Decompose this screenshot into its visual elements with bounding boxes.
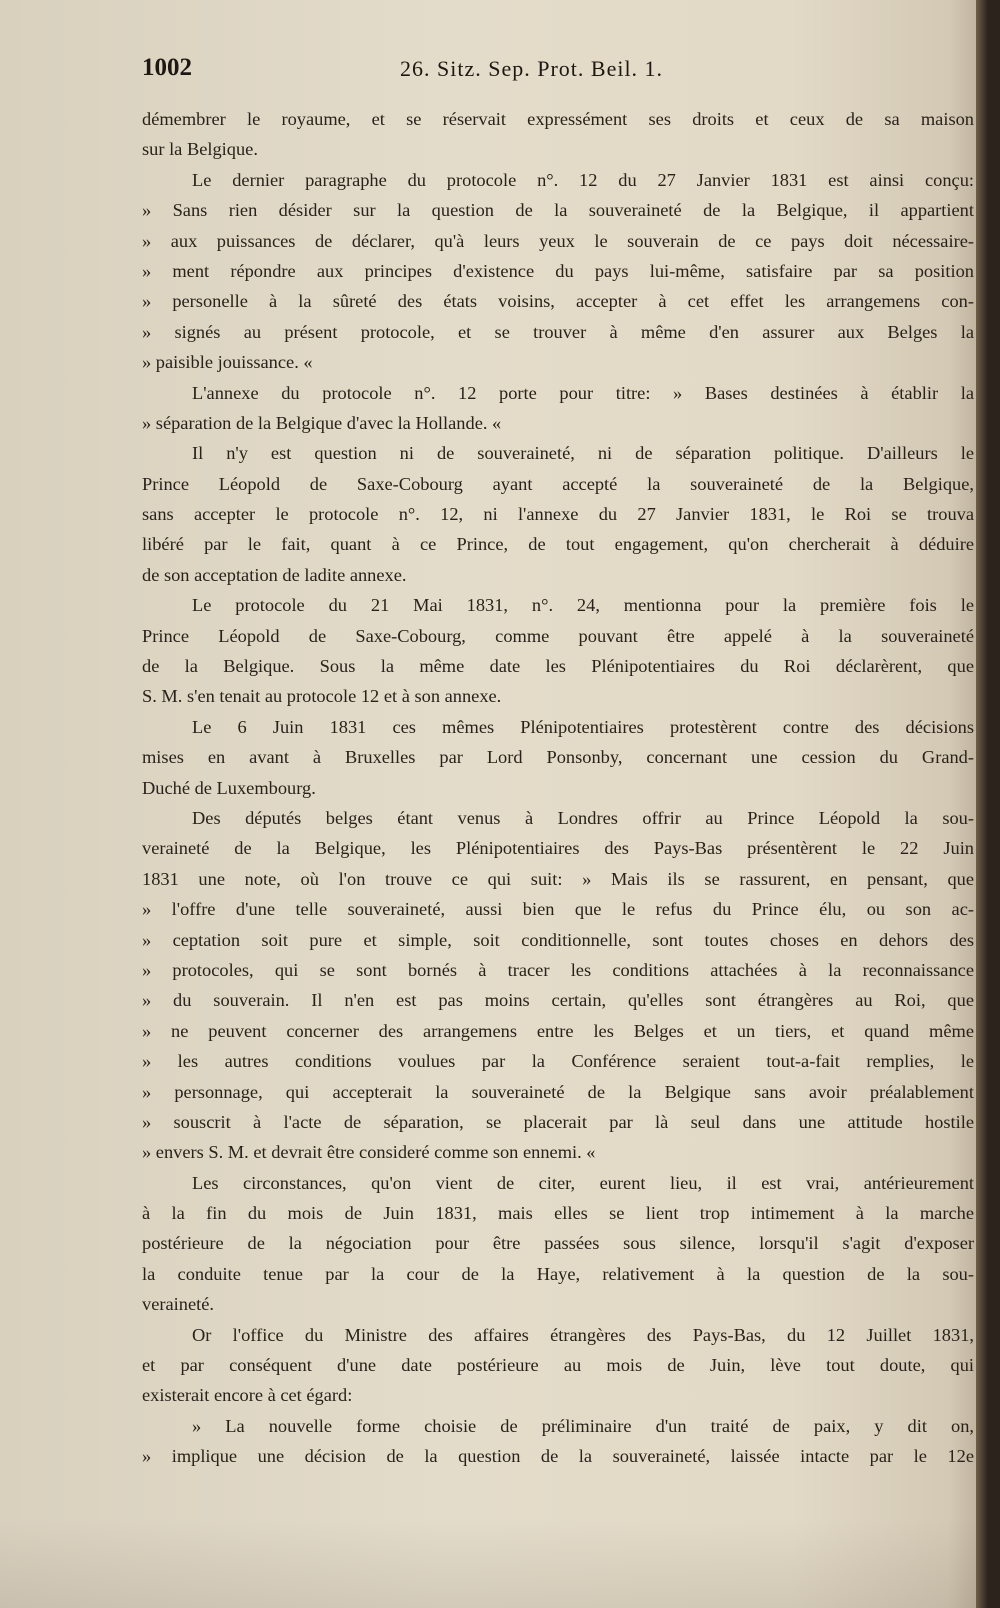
text-line: Le protocole du 21 Mai 1831, n°. 24, mentionna pour la première fois le	[192, 595, 974, 616]
text-line: » l'offre d'une telle souveraineté, aussi bien que le refus du Prince élu, ou son ac-	[142, 899, 974, 920]
text-line: Il n'y est question ni de souveraineté, ni de séparation politique. D'ailleurs le	[192, 443, 974, 464]
text-line: veraineté de la Belgique, les Plénipotentiaires des Pays-Bas présentèrent le 22 Juin	[142, 838, 974, 859]
page-number: 1002	[142, 54, 192, 81]
text-line: » envers S. M. et devrait être consideré comme son ennemi. «	[142, 1142, 596, 1163]
text-line: la conduite tenue par la cour de la Haye, relativement à la question de la sou-	[142, 1263, 974, 1284]
running-head: 26. Sitz. Sep. Prot. Beil. 1.	[400, 56, 664, 81]
text-line: S. M. s'en tenait au protocole 12 et à son annexe.	[142, 686, 502, 707]
page-header	[142, 54, 972, 90]
page-edge	[976, 0, 988, 1608]
text-line: mises en avant à Bruxelles par Lord Ponsonby, concernant une cession du Grand-	[142, 747, 974, 768]
text-line: » les autres conditions voulues par la Conférence seraient tout-a-fait remplies, le	[142, 1051, 974, 1072]
text-line: Prince Léopold de Saxe-Cobourg ayant accepté la souveraineté de la Belgique,	[142, 473, 974, 494]
text-line: Le 6 Juin 1831 ces mêmes Plénipotentiaires protestèrent contre des décisions	[192, 716, 974, 737]
text-line: » personnage, qui accepterait la souveraineté de la Belgique sans avoir préalablement	[142, 1081, 974, 1102]
text-line: » ceptation soit pure et simple, soit conditionnelle, sont toutes choses en dehors des	[142, 929, 974, 950]
text-line: » La nouvelle forme choisie de préliminaire d'un traité de paix, y dit on,	[192, 1415, 974, 1436]
text-line: Des députés belges étant venus à Londres offrir au Prince Léopold la sou-	[192, 807, 974, 828]
text-line: Duché de Luxembourg.	[142, 777, 316, 798]
text-line: » ne peuvent concerner des arrangemens entre les Belges et un tiers, et quand même	[142, 1020, 974, 1041]
text-line: Les circonstances, qu'on vient de citer, eurent lieu, il est vrai, antérieurement	[192, 1172, 974, 1193]
text-line: Or l'office du Ministre des affaires étrangères des Pays-Bas, du 12 Juillet 1831,	[192, 1324, 974, 1345]
text-line: » souscrit à l'acte de séparation, se placerait par là seul dans une attitude hostile	[142, 1111, 974, 1132]
text-line: sans accepter le protocole n°. 12, ni l'annexe du 27 Janvier 1831, le Roi se trouva	[142, 504, 974, 525]
text-line: » ment répondre aux principes d'existence du pays lui-même, satisfaire par sa position	[142, 260, 974, 281]
text-line: postérieure de la négociation pour être passées sous silence, lorsqu'il s'agit d'exposer	[142, 1233, 974, 1254]
text-line: 1831 une note, où l'on trouve ce qui suit: » Mais ils se rassurent, en pensant, que	[142, 868, 974, 889]
text-line: » aux puissances de déclarer, qu'à leurs yeux le souverain de ce pays doit nécessaire-	[142, 230, 974, 251]
text-line: sur la Belgique.	[142, 139, 258, 160]
text-line: libéré par le fait, quant à ce Prince, de tout engagement, qu'on chercherait à déduire	[142, 534, 974, 555]
text-line: existerait encore à cet égard:	[142, 1385, 353, 1406]
text-line: » séparation de la Belgique d'avec la Hollande. «	[142, 412, 502, 433]
text-line: » paisible jouissance. «	[142, 352, 313, 373]
text-line: Prince Léopold de Saxe-Cobourg, comme pouvant être appelé à la souveraineté	[142, 625, 974, 646]
text-line: veraineté.	[142, 1294, 214, 1315]
text-line: démembrer le royaume, et se réservait expressément ses droits et ceux de sa maison	[142, 109, 974, 129]
text-line: de son acceptation de ladite annexe.	[142, 564, 407, 585]
text-line: » Sans rien désider sur la question de la souveraineté de la Belgique, il appartient	[142, 200, 974, 221]
body-text	[142, 104, 974, 1472]
text-line: de la Belgique. Sous la même date les Plénipotentiaires du Roi déclarèrent, que	[142, 656, 974, 677]
text-line: Le dernier paragraphe du protocole n°. 12 du 27 Janvier 1831 est ainsi conçu:	[192, 169, 974, 190]
text-line: L'annexe du protocole n°. 12 porte pour titre: » Bases destinées à établir la	[192, 382, 974, 403]
text-line: et par conséquent d'une date postérieure au mois de Juin, lève tout doute, qui	[142, 1355, 974, 1376]
text-line: » du souverain. Il n'en est pas moins certain, qu'elles sont étrangères au Roi, que	[142, 990, 974, 1011]
page-bottom-shadow	[0, 1518, 988, 1608]
text-line: » implique une décision de la question de la souveraineté, laissée intacte par le 12e	[142, 1446, 974, 1467]
text-line: à la fin du mois de Juin 1831, mais elles se lient trop intimement à la marche	[142, 1203, 974, 1224]
text-line: » signés au présent protocole, et se trouver à même d'en assurer aux Belges la	[142, 321, 974, 342]
text-line: » personelle à la sûreté des états voisins, accepter à cet effet les arrangemens con-	[142, 291, 974, 312]
text-line: » protocoles, qui se sont bornés à tracer les conditions attachées à la reconnaissance	[142, 959, 974, 980]
